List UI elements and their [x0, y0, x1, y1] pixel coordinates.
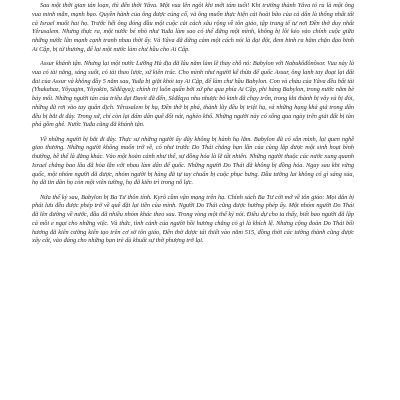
- paragraph: Về những người bị bắt đi đày. Thực sự những người ấy đây không bị hành hạ lắm. Babylon đã có sẵn mình, lại quen nghề giao thương. Những người không muốn trở về, có như trước Do Thái chẳng hạn lần của cùng lập được một sinh hoạt bình thường, bề thế là đằng khác. Vào một hoàn cảnh như thế, sự đồng hóa là lẽ tất nhiên. Những người thuộc các nước xung quanh Israel chẳng bao lâu đã hòa lẫn với nhau làm dân đế quốc. Những người Do Thái đã không bị đồng hóa. Ngay sau khi vừng quốc, một nhóm người đã được, nhóm người bị hàng đã tự tay chuẩn bị cuộc phục hưng. Dầu tưởng lai không có gì sáng sủa, họ dã tin dân họ còn một viên tường, họ đã kiên trì trong nỗ lực.: [32, 135, 354, 187]
- paragraph: Assur khánh tận. Nhưng lại một nước Lưỡng Hà địa đã lâu năm làm lẽ thay chỗ nó: Babylon với Nabukôđônôsor. Vua này là vua có tài năng, sáng suốt, có tài thao lược, sứ kiên trúc. Cho mình như người kế thừa đế quốc Assur, ông lanh tay đoạt lại đất đai của Assur và không đầy 5 năm sau, Yuđa bị giặt khỏi tay Ai Cập, để làm chư hầu Babylon. Con và cháu của Yâva đều bất tài (Yhakahaz, Yôyaqim, Yôyakin, Sêđêqya); chính trị luôn quấn bởi xứ phe qua phía Ai Cập, phi hàng Babylon, trong nước năm bè bảy mối. Những người tán của triều đại Đavít đã đến, Sêđêqya nhu nhược bỏ kinh đã chạy trốn, trong khi thành bị vây và bị đói, những đã rơi vào tay quân địch. Yêrusalem bị hạ, Đền thờ bị phá, thành lũy đều bị triệt hạ, và những hạng khá giả trong dân đều bị bắt đi đày. Trong xứ, chỉ còn lại đám dân quê đốt nát, nghèo khổ. Những người này có sống qua ngày trên giải đất bị tàn phá gồm ghê. Nước Yuđa cũng đã khánh tận.: [32, 60, 354, 129]
- paragraph: Nửa thế kỷ sau, Babylon bị Ba Tư thôn tính. Kyrô cầm vận mạng trên hạ. Chính sách Ba Tư cởi mở về tôn giáo: Mọi dân bị phát lưu đều được phép trở về quê đặt lại tiền của mình. Người Do Thái cũng được hưởng phép ấy. Một nhóm người Do Thái đã lên đường về nước, đầu đã nhiều nhóm khác theo sau. Trong vòng một thế kỷ nói. Điều dự cho ta thấy, biết bao người đã lập cả mồi e ngại cho những việc. Và thức, tình cảnh của người hồi hương chẳng có gì là khích lệ. Nhưng cộng đoàn Do Thái bối hương đã kiên cường kiến tạo trên cơ sở tôn giáo, Đền thờ được tái thiết vào năm 515, đồng thời các tường thành cũng được xây cất, vào đáng cho những bạn trẻ dù khuất sự thờ phượng trở lại.: [32, 193, 354, 245]
- paragraph: Sau một thời gian tản loạn, thì đến thời Yâva. Một vua lên ngôi khi mới tám tuổi! Khi trưởng thành Yâva tỏ ra là một ông vua minh mẫn, mạnh bạo. Quyền hành của ông được củng cố, và ông muốn thực hiện cải hoài bão của cả dân là thống nhất tất cả Israel muốt hai họ. Trước hết ông đóng đầu một cuộc cải cách sâu rộng về tôn giáo, tập trung tế tự nơi Đền thờ duy nhất Yêrusalem. Nhưng thực ra, một nước bé nhỏ như Yuđa làm sao có thể đứng một mình, không bị lôi kéo vào chính cuộc giữa những nước lân mạnh cạnh tranh nhau thời ấy. Và Yâva đã đứng cảm một cách nói là đại đột, đem binh ra hãm chặn đạo binh Ai Cập, bị tử thương, để lại một nước làm chư hầu cho Ai Cập.: [32, 2, 354, 53]
